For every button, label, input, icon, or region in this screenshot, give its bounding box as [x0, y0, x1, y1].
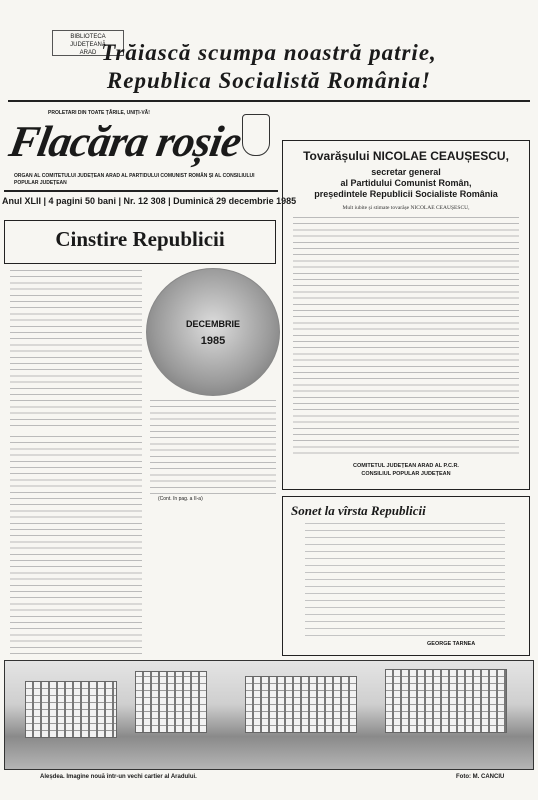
- sonet-box: [282, 496, 530, 656]
- emblem-year: 1985: [200, 335, 226, 347]
- masthead-party-line: PROLETARI DIN TOATE ȚĂRILE, UNIȚI-VĂ!: [48, 110, 150, 116]
- apartment-block: [245, 676, 357, 733]
- greeting-line: al Partidului Comunist Român,: [340, 178, 472, 188]
- greeting-intro: Mult iubite și stimate tovarășe NICOLAE CEAUȘESCU,: [342, 205, 470, 211]
- masthead-subtitle: ORGAN AL COMITETULUI JUDEȚEAN ARAD AL PARTIDULUI COMUNIST ROMÂN ȘI AL CONSILIULUI POPULAR JUDEȚEAN: [14, 173, 255, 186]
- greeting-box: [282, 140, 530, 490]
- apartment-block: [385, 669, 507, 733]
- top-rule: [8, 100, 530, 102]
- masthead: [5, 110, 270, 200]
- greeting-signoff-1: COMITETUL JUDEȚEAN ARAD AL P.C.R.: [353, 463, 459, 469]
- greeting-body: [293, 217, 519, 457]
- editorial-column-3-text: [150, 400, 276, 494]
- slogan-line-1: Trăiască scumpa noastră patrie,: [101, 40, 437, 65]
- photo-credit: Foto: M. CANCIU: [456, 774, 505, 780]
- anniversary-emblem: [146, 268, 280, 396]
- neighborhood-photo: [4, 660, 534, 770]
- editorial-title-box: [4, 220, 276, 264]
- apartment-block: [25, 681, 117, 738]
- stamp-line: JUDEȚEANĂ: [70, 42, 106, 48]
- apartment-block: [135, 671, 207, 733]
- greeting-line: președintele Republicii Socialiste România: [314, 189, 498, 199]
- sonet-author: GEORGE TARNEA: [427, 641, 476, 647]
- sonet-title: Sonet la vîrsta Republicii: [291, 503, 426, 518]
- masthead-title: Flacăra roșie: [5, 117, 245, 166]
- editorial-title: Cinstire Republicii: [55, 227, 225, 251]
- slogan-line-2: Republica Socialistă România!: [106, 68, 432, 93]
- stamp-line: ARAD: [79, 50, 97, 56]
- sonet-verses: [305, 523, 505, 637]
- coat-of-arms-icon: [242, 114, 270, 156]
- continued-note: (Cont. în pag. a II-a): [158, 496, 203, 502]
- issue-info-bar: Anul XLII | 4 pagini 50 bani | Nr. 12 308 | Duminică 29 decembrie 1985: [2, 196, 297, 206]
- photo-caption: Aleșdea. Imagine nouă într-un vechi cartier al Aradului.: [40, 774, 197, 780]
- greeting-signoff-2: CONSILIUL POPULAR JUDEȚEAN: [361, 471, 451, 477]
- greeting-title: Tovarășului NICOLAE CEAUȘESCU,: [303, 149, 509, 163]
- editorial-column-1-text: [10, 270, 142, 430]
- editorial-column-2-text: [10, 436, 142, 658]
- stamp-line: BIBLIOTECA: [70, 34, 106, 40]
- greeting-line: secretar general: [371, 167, 441, 177]
- emblem-text: DECEMBRIE: [185, 319, 240, 329]
- masthead-rule: [4, 190, 278, 192]
